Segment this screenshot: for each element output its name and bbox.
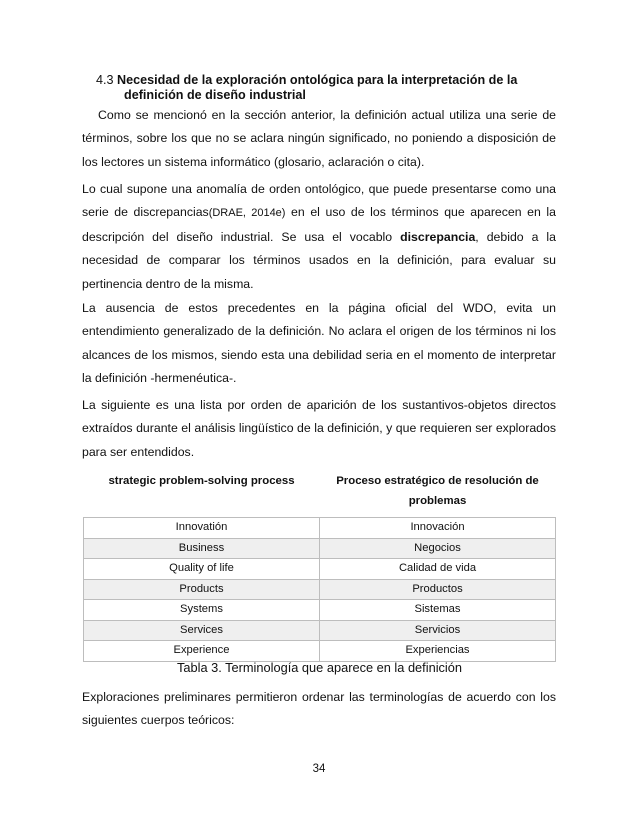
paragraph-5: Exploraciones preliminares permitieron ordenar las terminologías de acuerdo con los siguientes cuerpos teóricos: bbox=[82, 690, 556, 728]
header-english: strategic problem-solving process bbox=[108, 475, 295, 487]
cell-english: Services bbox=[84, 620, 320, 641]
section-title-line2: definición de diseño industrial bbox=[124, 88, 306, 102]
cell-english: Products bbox=[84, 579, 320, 600]
page-number: 34 bbox=[312, 763, 326, 775]
cell-spanish: Sistemas bbox=[320, 600, 556, 621]
section-heading bbox=[96, 73, 566, 103]
cell-english: Innovatión bbox=[84, 518, 320, 539]
table-row bbox=[84, 559, 556, 580]
section-number: 4.3 bbox=[96, 73, 114, 87]
cell-spanish: Negocios bbox=[320, 538, 556, 559]
table-row bbox=[84, 518, 556, 539]
table-row bbox=[84, 641, 556, 662]
table-header-row bbox=[84, 468, 556, 518]
cell-spanish: Servicios bbox=[320, 620, 556, 641]
table-row bbox=[84, 600, 556, 621]
paragraph-4: La siguiente es una lista por orden de aparición de los sustantivos-objetos directos extraídos durante el análisis lingüístico de la definición, y que requieren ser explorados para ser entendidos. bbox=[82, 398, 556, 459]
cell-english: Business bbox=[84, 538, 320, 559]
cell-spanish: Innovación bbox=[320, 518, 556, 539]
emphasis-term: discrepancia bbox=[400, 229, 476, 244]
paragraph-2-text-b: en el uso de los términos que aparecen en la descripción del diseño industrial. Se usa el vocablo bbox=[82, 205, 556, 244]
paragraph-2-text-a: Lo cual supone una anomalía de orden ontológico, que puede presentarse como una serie de discrepancias bbox=[82, 182, 556, 220]
table-row bbox=[84, 620, 556, 641]
paragraph-2 bbox=[82, 178, 556, 296]
cell-spanish: Productos bbox=[320, 579, 556, 600]
terminology-table bbox=[83, 468, 556, 662]
section-title-line1: Necesidad de la exploración ontológica para la interpretación de la bbox=[117, 73, 518, 87]
paragraph-3: La ausencia de estos precedentes en la página oficial del WDO, evita un entendimiento generalizado de la definición. No aclara el origen de los términos ni los alcances de los mismos, siendo esta una debilidad seria en el momento de interpretar la definición -hermenéutica-. bbox=[82, 301, 556, 386]
cell-english: Systems bbox=[84, 600, 320, 621]
paragraph-1: Como se mencionó en la sección anterior, la definición actual utiliza una serie de términos, sobre los que no se aclara ningún significado, no poniendo a disposición de los lectores un sistema informático (glosario, aclaración o cita). bbox=[82, 108, 556, 169]
header-spanish: Proceso estratégico de resolución de problemas bbox=[336, 475, 539, 507]
cell-english: Experience bbox=[84, 641, 320, 662]
paragraph-2-text-c: , debido a la necesidad de comparar los términos usados en la definición, para evaluar su pertinencia dentro de la misma. bbox=[82, 229, 556, 291]
cell-spanish: Calidad de vida bbox=[320, 559, 556, 580]
cell-spanish: Experiencias bbox=[320, 641, 556, 662]
table-row bbox=[84, 538, 556, 559]
citation: (DRAE, 2014e) bbox=[208, 207, 286, 220]
table-row bbox=[84, 579, 556, 600]
cell-english: Quality of life bbox=[84, 559, 320, 580]
table-caption: Tabla 3. Terminología que aparece en la definición bbox=[176, 660, 463, 675]
